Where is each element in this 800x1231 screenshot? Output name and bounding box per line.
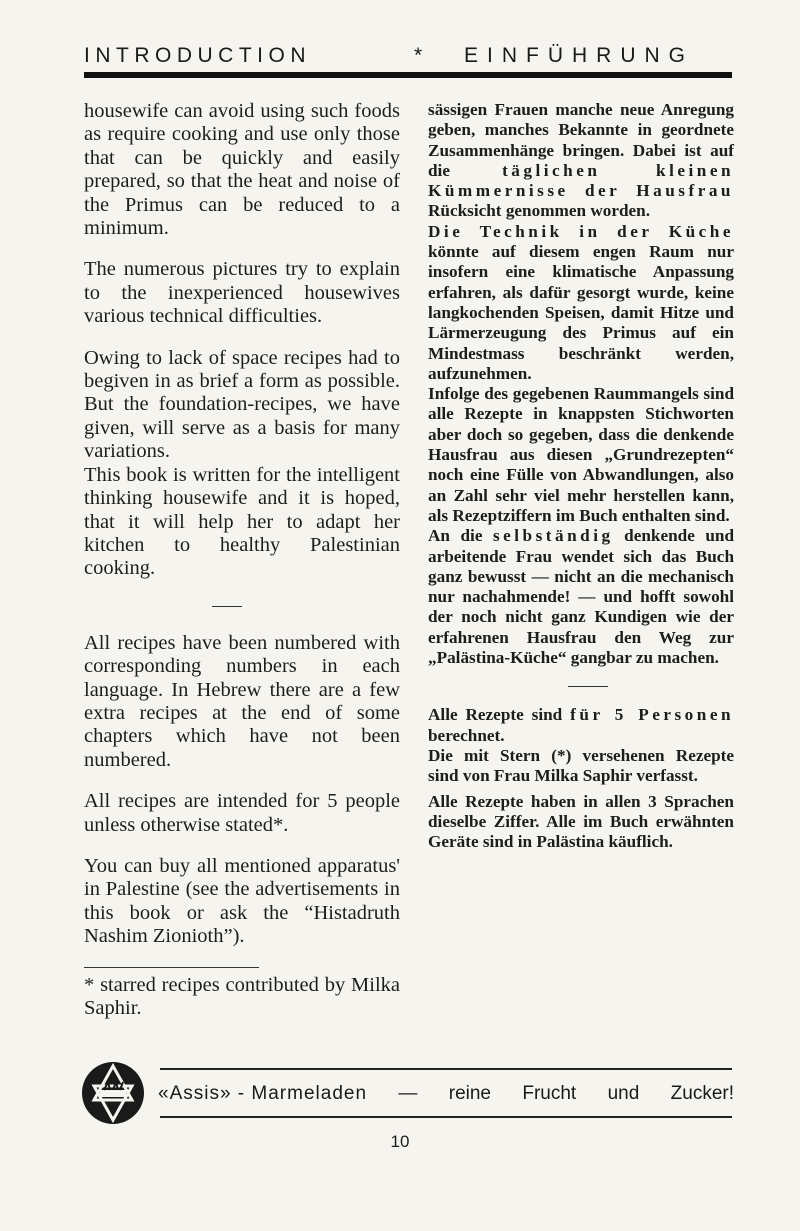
en-footnote: * starred recipes contributed by Milka Saphir. bbox=[84, 973, 400, 1019]
de-p4-a: An die bbox=[428, 526, 483, 546]
de-paragraph-5 bbox=[428, 705, 734, 746]
advert-brand: «Assis» - Marmeladen bbox=[158, 1083, 368, 1104]
english-column bbox=[84, 100, 400, 1020]
de-p2-b: könnte auf diesem engen Raum nur insofern eine klimatische Anpassung erfahren, als dafür gesorgt wurde, keine langkochenden Speisen, damit Hitze und Lärmerzeugung des Primus auf ein Mindestmass beschränkt werden, aufzunehmen. bbox=[428, 242, 734, 383]
en-paragraph-3a: Owing to lack of space recipes had to begiven in as brief a form as possible. But the foundation-recipes, we have given, will serve as a basis for many variations. bbox=[84, 346, 400, 463]
en-paragraph-1: housewife can avoid using such foods as require cooking and use only those that can be quickly and easily prepared, so that the heat and noise of the Primus can be reduced to a minimum. bbox=[84, 100, 400, 240]
advert-word-1: reine bbox=[448, 1083, 491, 1104]
de-p4-c: denkende und arbeitende Frau wendet sich das Buch ganz bewusst — nicht an die mechanisch nur nachahmende! — und hofft sowohl der noch nicht ganz Kundigen wie der erfahrenen Hausfrau den Weg zur „Palästina-Küche“ gangbar zu machen. bbox=[428, 526, 735, 668]
footnote-rule bbox=[84, 967, 259, 968]
advert-dash: — bbox=[398, 1083, 418, 1104]
advert-word-3: und bbox=[607, 1083, 640, 1104]
de-p1-c: Rücksicht genommen worden. bbox=[428, 201, 651, 221]
header-star: * bbox=[414, 44, 423, 67]
en-paragraph-4: All recipes have been numbered with corresponding numbers in each language. In Hebrew there are a few extra recipes at the end of some chapters which have not been numbered. bbox=[84, 631, 400, 771]
de-paragraph-1 bbox=[428, 100, 734, 222]
de-p1-spaced: täglichen kleinen Kümmernisse der Hausfrau bbox=[428, 160, 735, 201]
advert-rule-top bbox=[160, 1068, 732, 1070]
header-right-title: EINFÜHRUNG bbox=[464, 44, 694, 67]
de-p5-c: berechnet. bbox=[428, 725, 505, 745]
de-p2-spaced: Die Technik in der Küche bbox=[428, 221, 734, 241]
de-p5-spaced: für 5 Personen bbox=[570, 705, 735, 725]
de-paragraph-7: Alle Rezepte haben in allen 3 Sprachen dieselbe Ziffer. Alle im Buch erwähnten Geräte sind in Palästina käuflich. bbox=[428, 791, 734, 852]
german-column bbox=[428, 100, 734, 852]
header-left-title: INTRODUCTION bbox=[84, 44, 311, 67]
en-paragraph-2: The numerous pictures try to explain to the inexperienced housewives various technical difficulties. bbox=[84, 258, 400, 328]
advert-word-2: Frucht bbox=[522, 1083, 577, 1104]
header-rule bbox=[84, 72, 732, 78]
de-p1-a: sässigen Frauen manche neue Anregung geben, manches Bekannte in geordnete Zusammenhänge bringen. Dabei ist auf die bbox=[428, 100, 734, 180]
de-paragraph-6: Die mit Stern (*) versehenen Rezepte sind von Frau Milka Saphir verfasst. bbox=[428, 745, 734, 786]
page-number: 10 bbox=[390, 1132, 410, 1151]
de-p5-a: Alle Rezepte sind bbox=[428, 705, 563, 725]
advert-line bbox=[158, 1083, 734, 1105]
de-paragraph-2 bbox=[428, 222, 734, 384]
advert-word-4: Zucker! bbox=[670, 1083, 734, 1104]
de-divider bbox=[568, 686, 608, 687]
en-paragraph-5: All recipes are intended for 5 people unless otherwise stated*. bbox=[84, 790, 400, 836]
de-paragraph-3: Infolge des gegebenen Raummangels sind alle Rezepte in knappsten Stichworten aber doch so gegeben, dass die denkende Hausfrau aus diesen „Grundrezepten“ noch eine Fülle von Abwandlungen, also an Zahl sehr viel mehr herstellen kann, als Rezeptziffern im Buch enthalten sind. bbox=[428, 384, 734, 525]
running-header bbox=[84, 44, 732, 84]
advert-rule-bottom bbox=[160, 1116, 732, 1118]
en-paragraph-3b: This book is written for the intelligent thinking housewife and it is hoped, that it will help her to adapt her kitchen to healthy Palestinian cooking. bbox=[84, 463, 400, 580]
de-paragraph-4 bbox=[428, 526, 734, 668]
de-p4-spaced: selbständig bbox=[492, 526, 614, 546]
en-paragraph-6: You can buy all mentioned apparatus' in Palestine (see the advertisements in this book or ask the “Histadruth Nashim Zionioth”). bbox=[84, 854, 400, 948]
assis-logo-icon bbox=[80, 1060, 146, 1126]
en-divider bbox=[212, 606, 242, 607]
